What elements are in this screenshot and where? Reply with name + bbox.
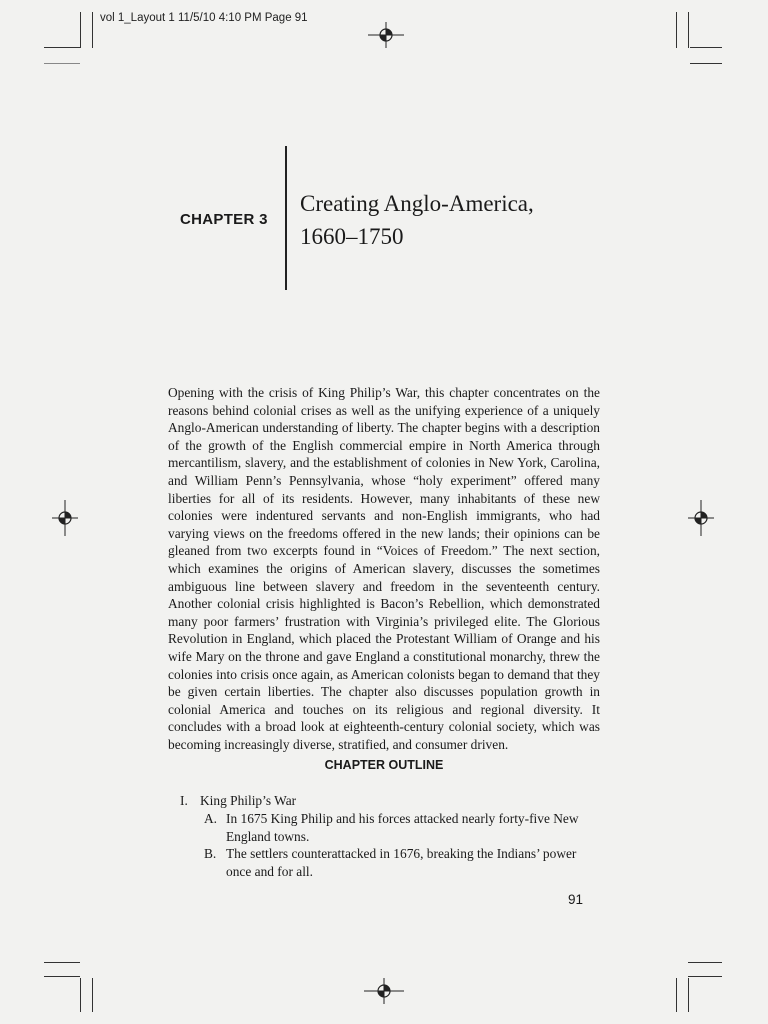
chapter-title (300, 187, 534, 253)
crop-mark (688, 962, 722, 963)
outline-subitem (204, 810, 594, 845)
crop-mark (676, 12, 677, 48)
crop-mark (44, 47, 80, 48)
page-number: 91 (568, 892, 584, 907)
crop-mark (44, 976, 80, 977)
outline-text: In 1675 King Philip and his forces attacked nearly forty-five New England towns. (226, 811, 579, 844)
crop-mark (80, 978, 81, 1012)
crop-mark (690, 47, 722, 48)
slug-line: vol 1_Layout 1 11/5/10 4:10 PM Page 91 (100, 12, 308, 24)
outline-text: The settlers counterattacked in 1676, breaking the Indians’ power once and for all. (226, 846, 577, 879)
crop-mark (92, 978, 93, 1012)
outline-item (180, 792, 296, 810)
chapter-intro: Opening with the crisis of King Philip’s War, this chapter concentrates on the reasons behind colonial crises as well as the unifying experience of a uniquely Anglo-American understanding of liberty. The chapter begins with a description of the growth of the English commercial empire in North America through mercantilism, slavery, and the establishment of colonies in New York, Carolina, and William Penn’s Pennsylvania, whose “holy experiment” offered many liberties for all of its residents. However, many inhabitants of these new colonies were indentured servants and non-English immigrants, who had varying views on the freedoms offered in the new lands; their opinions can be gleaned from two excerpts found in “Voices of Freedom.” The next section, which examines the origins of American slavery, discusses the sometimes ambiguous line between slavery and freedom in the seventeenth century. Another colonial crisis highlighted is Bacon’s Rebellion, which demonstrated many poor farmers’ frustration with Virginia’s privileged elite. The Glorious Revolution in England, which placed the Protestant William of Orange and his wife Mary on the throne and gave England a constitutional monarchy, threw the colonies into crisis once again, as American colonists began to demand that they be given certain liberties. The chapter also discusses population growth in colonial America and touches on its religious and regional diversity. It concludes with a broad look at eighteenth-century colonial society, which was becoming increasingly diverse, stratified, and consumer driven. (168, 385, 600, 752)
registration-mark-icon (688, 500, 714, 536)
outline-number: I. (180, 793, 188, 808)
crop-mark (688, 12, 689, 48)
crop-mark (676, 978, 677, 1012)
outline-subitem (204, 845, 594, 880)
chapter-title-line1: Creating Anglo-America, (300, 191, 534, 216)
chapter-title-line2: 1660–1750 (300, 224, 404, 249)
crop-mark (688, 976, 722, 977)
outline-letter: B. (204, 846, 217, 861)
outline-heading: CHAPTER OUTLINE (324, 758, 444, 772)
crop-mark (688, 978, 689, 1012)
outline-text: King Philip’s War (200, 793, 297, 808)
chapter-label: CHAPTER 3 (180, 211, 268, 228)
registration-mark-icon (364, 978, 404, 1004)
crop-mark (44, 63, 80, 64)
outline-letter: A. (204, 811, 218, 826)
registration-mark-icon (52, 500, 78, 536)
crop-mark (92, 12, 93, 48)
crop-mark (44, 962, 80, 963)
registration-mark-icon (368, 22, 404, 48)
crop-mark (690, 63, 722, 64)
chapter-divider (285, 146, 287, 290)
crop-mark (80, 12, 81, 48)
